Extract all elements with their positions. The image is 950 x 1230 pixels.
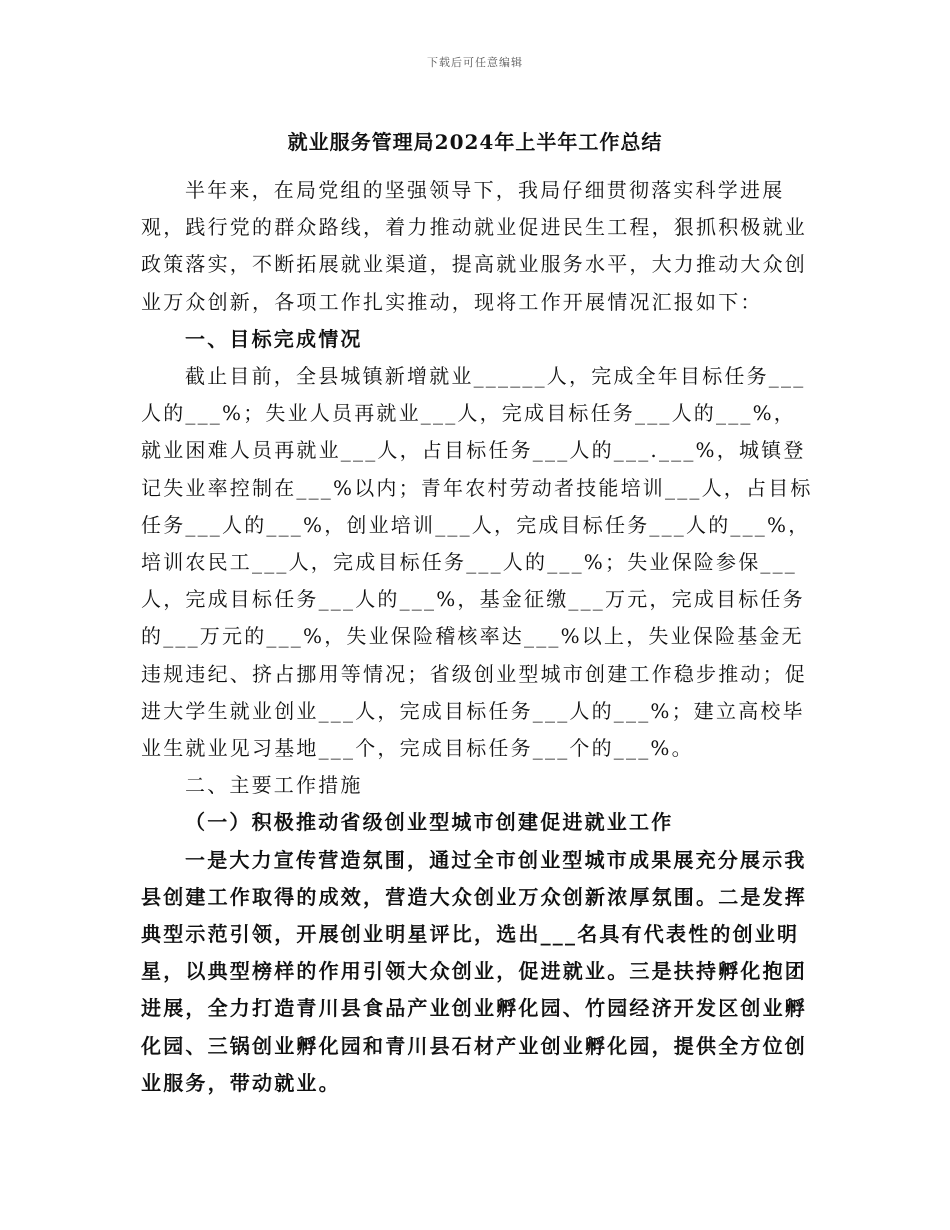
section-heading-targets: 一、目标完成情况 bbox=[185, 326, 363, 351]
page-header-note: 下载后可任意编辑 bbox=[427, 56, 523, 69]
intro-paragraph: 半年来，在局党组的坚强领导下，我局仔细贯彻落实科学进展观，践行党的群众路线，着力推动就业促进民生工程，狠抓积极就业政策落实，不断拓展就业渠道，提高就业服务水平，大力推动大众创业万众创新，各项工作扎实推动，现将工作开展情况汇报如下： bbox=[141, 178, 807, 314]
document-body bbox=[141, 172, 816, 1102]
document-title: 就业服务管理局2024年上半年工作总结 bbox=[287, 130, 663, 154]
targets-paragraph: 截止目前，全县城镇新增就业______人，完成全年目标任务___人的___%；失业人员再就业___人，完成目标任务___人的___%，就业困难人员再就业___人，占目标任务___人的___.___%，城镇登记失业率控制在___%以内；青年农村劳动者技能培训___人，占目标任务___人的___%，创业培训___人，完成目标任务___人的___%，培训农民工___人，完成目标任务___人的___%；失业保险参保___人，完成目标任务___人的___%，基金征缴___万元，完成目标任务的___万元的___%，失业保险稽核率达___%以上，失业保险基金无违规违纪、挤占挪用等情况；省级创业型城市创建工作稳步推动；促进大学生就业创业___人，完成目标任务___人的___%；建立高校毕业生就业见习基地___个，完成目标任务___个的___%。 bbox=[141, 364, 813, 761]
section-heading-measures: 二、主要工作措施 bbox=[185, 773, 363, 798]
entrepreneurship-paragraph: 一是大力宣传营造氛围，通过全市创业型城市成果展充分展示我县创建工作取得的成效，营造大众创业万众创新浓厚氛围。二是发挥典型示范引领，开展创业明星评比，选出___名具有代表性的创业明星，以典型榜样的作用引领大众创业，促进就业。三是扶持孵化抱团进展，全力打造青川县食品产业创业孵化园、竹园经济开发区创业孵化园、三锅创业孵化园和青川县石材产业创业孵化园，提供全方位创业服务，带动就业。 bbox=[141, 847, 807, 1095]
subsection-heading-entrepreneurship: （一）积极推动省级创业型城市创建促进就业工作 bbox=[185, 810, 674, 835]
